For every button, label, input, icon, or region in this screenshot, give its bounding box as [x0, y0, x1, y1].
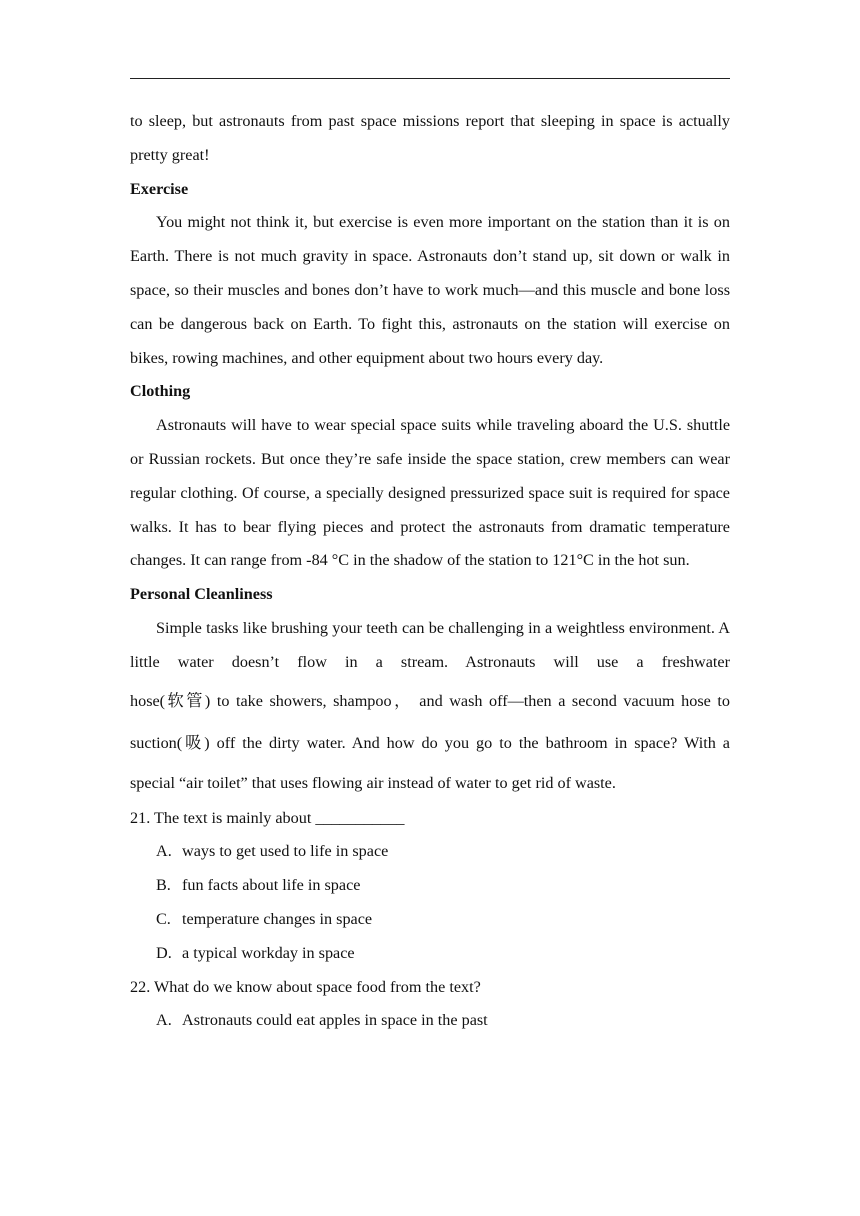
header-rule	[130, 78, 730, 79]
paragraph-clothing: Astronauts will have to wear special space suits while traveling aboard the U.S. shuttle or Russian rockets. But once they’re safe inside the space station, crew members can wear regular clothing. Of course, a specially designed pressurized space suit is required for space walks. It has to bear flying pieces and protect the astronauts from dramatic temperature changes. It can range from -84 °C in the shadow of the station to 121°C in the hot sun.	[130, 416, 730, 570]
paragraph-sleep-continued: to sleep, but astronauts from past space missions report that sleeping in space is actually pretty great!	[130, 112, 730, 164]
question-22-stem: 22. What do we know about space food from the text?	[130, 977, 481, 996]
heading-clothing: Clothing	[130, 382, 191, 401]
option-letter: A.	[156, 842, 172, 861]
paragraph-cleanliness-line-4: special “air toilet” that uses flowing air instead of water to get rid of waste.	[130, 773, 616, 792]
option-text: a typical workday in space	[182, 943, 355, 962]
paragraph-cleanliness-line-3: suction(吸) off the dirty water. And how do you go to the bathroom in space? With a	[130, 733, 730, 752]
option-letter: C.	[156, 909, 171, 928]
heading-exercise: Exercise	[130, 179, 189, 198]
question-21-option-a	[130, 835, 730, 869]
heading-personal-cleanliness: Personal Cleanliness	[130, 585, 273, 604]
question-21-option-d	[130, 937, 730, 971]
option-text: Astronauts could eat apples in space in the past	[182, 1011, 488, 1030]
option-letter: B.	[156, 876, 171, 895]
question-21-option-c	[130, 903, 730, 937]
paragraph-exercise: You might not think it, but exercise is even more important on the station than it is on Earth. There is not much gravity in space. Astronauts don’t stand up, sit down or walk in space, so their muscles and bones don’t have to work much—and this muscle and bone loss can be dangerous back on Earth. To fight this, astronauts on the station will exercise on bikes, rowing machines, and other equipment about two hours every day.	[130, 213, 730, 367]
question-21-stem: 21. The text is mainly about ___________	[130, 808, 405, 827]
paragraph-cleanliness-line-1: Simple tasks like brushing your teeth can be challenging in a weightless environment. A little water doesn’t flow in a stream. Astronauts will use a freshwater	[130, 618, 730, 671]
option-text: temperature changes in space	[182, 909, 373, 928]
option-letter: D.	[156, 943, 172, 962]
option-text: fun facts about life in space	[182, 876, 361, 895]
question-22-option-a	[130, 1004, 730, 1038]
paragraph-cleanliness	[130, 612, 730, 802]
paragraph-cleanliness-line-2: hose(软管) to take showers, shampoo， and wash off—then a second vacuum hose to	[130, 691, 730, 710]
document-body	[130, 105, 730, 1038]
question-21-option-b	[130, 869, 730, 903]
option-text: ways to get used to life in space	[182, 842, 389, 861]
option-letter: A.	[156, 1011, 172, 1030]
